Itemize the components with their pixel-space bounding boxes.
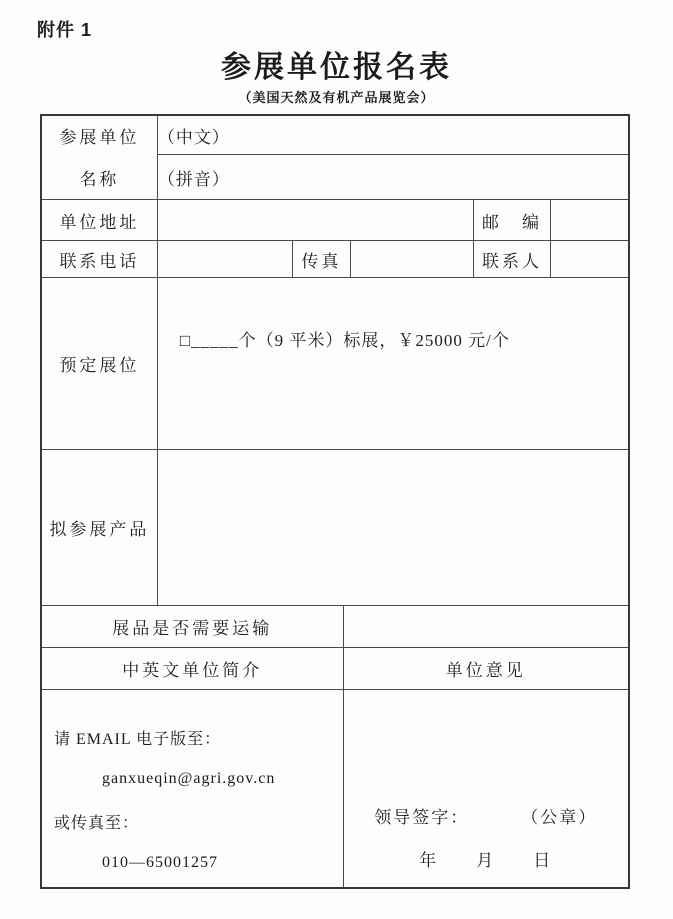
fax-number: 010—65001257 bbox=[102, 854, 218, 871]
booth-option-text: □_____个（9 平米）标展，￥25000 元/个 bbox=[157, 278, 629, 450]
signature-block bbox=[343, 690, 629, 888]
registration-form-table bbox=[40, 114, 630, 889]
form-title: 参展单位报名表 bbox=[221, 51, 452, 84]
unit-name-label-line2: 名称 bbox=[79, 169, 120, 189]
signature-label: 领导签字： bbox=[374, 807, 470, 827]
unit-name-chinese-field: （中文） bbox=[157, 115, 629, 155]
booth-label: 预定展位 bbox=[41, 278, 157, 450]
fax-prompt: 或传真至： bbox=[54, 814, 140, 832]
company-intro-label: 中英文单位简介 bbox=[41, 648, 343, 690]
unit-name-pinyin-field: （拼音） bbox=[157, 155, 629, 200]
products-field bbox=[157, 450, 629, 606]
form-subtitle: （美国天然及有机产品展览会） bbox=[238, 90, 435, 105]
attachment-label: 附件 1 bbox=[37, 20, 93, 40]
products-label: 拟参展产品 bbox=[41, 450, 157, 606]
unit-opinion-label: 单位意见 bbox=[343, 648, 629, 690]
phone-field bbox=[157, 241, 292, 278]
fax-label: 传真 bbox=[293, 241, 350, 278]
submission-instructions bbox=[41, 690, 343, 888]
date-line: 年 月 日 bbox=[419, 850, 553, 870]
fax-field bbox=[350, 241, 473, 278]
unit-name-label bbox=[41, 115, 157, 200]
phone-label: 联系电话 bbox=[41, 241, 157, 278]
seal-label: （公章） bbox=[521, 807, 598, 827]
unit-name-label-line1: 参展单位 bbox=[59, 128, 140, 147]
contact-person-label: 联系人 bbox=[473, 241, 550, 278]
postcode-label: 邮 编 bbox=[473, 200, 550, 241]
address-field bbox=[157, 200, 473, 241]
postcode-field bbox=[551, 200, 629, 241]
contact-person-field bbox=[551, 241, 629, 278]
shipping-answer-field bbox=[343, 606, 629, 648]
address-label: 单位地址 bbox=[41, 200, 157, 241]
shipping-question-label: 展品是否需要运输 bbox=[41, 606, 343, 648]
email-prompt: 请 EMAIL 电子版至： bbox=[54, 730, 222, 748]
email-address: ganxueqin@agri.gov.cn bbox=[102, 770, 276, 787]
